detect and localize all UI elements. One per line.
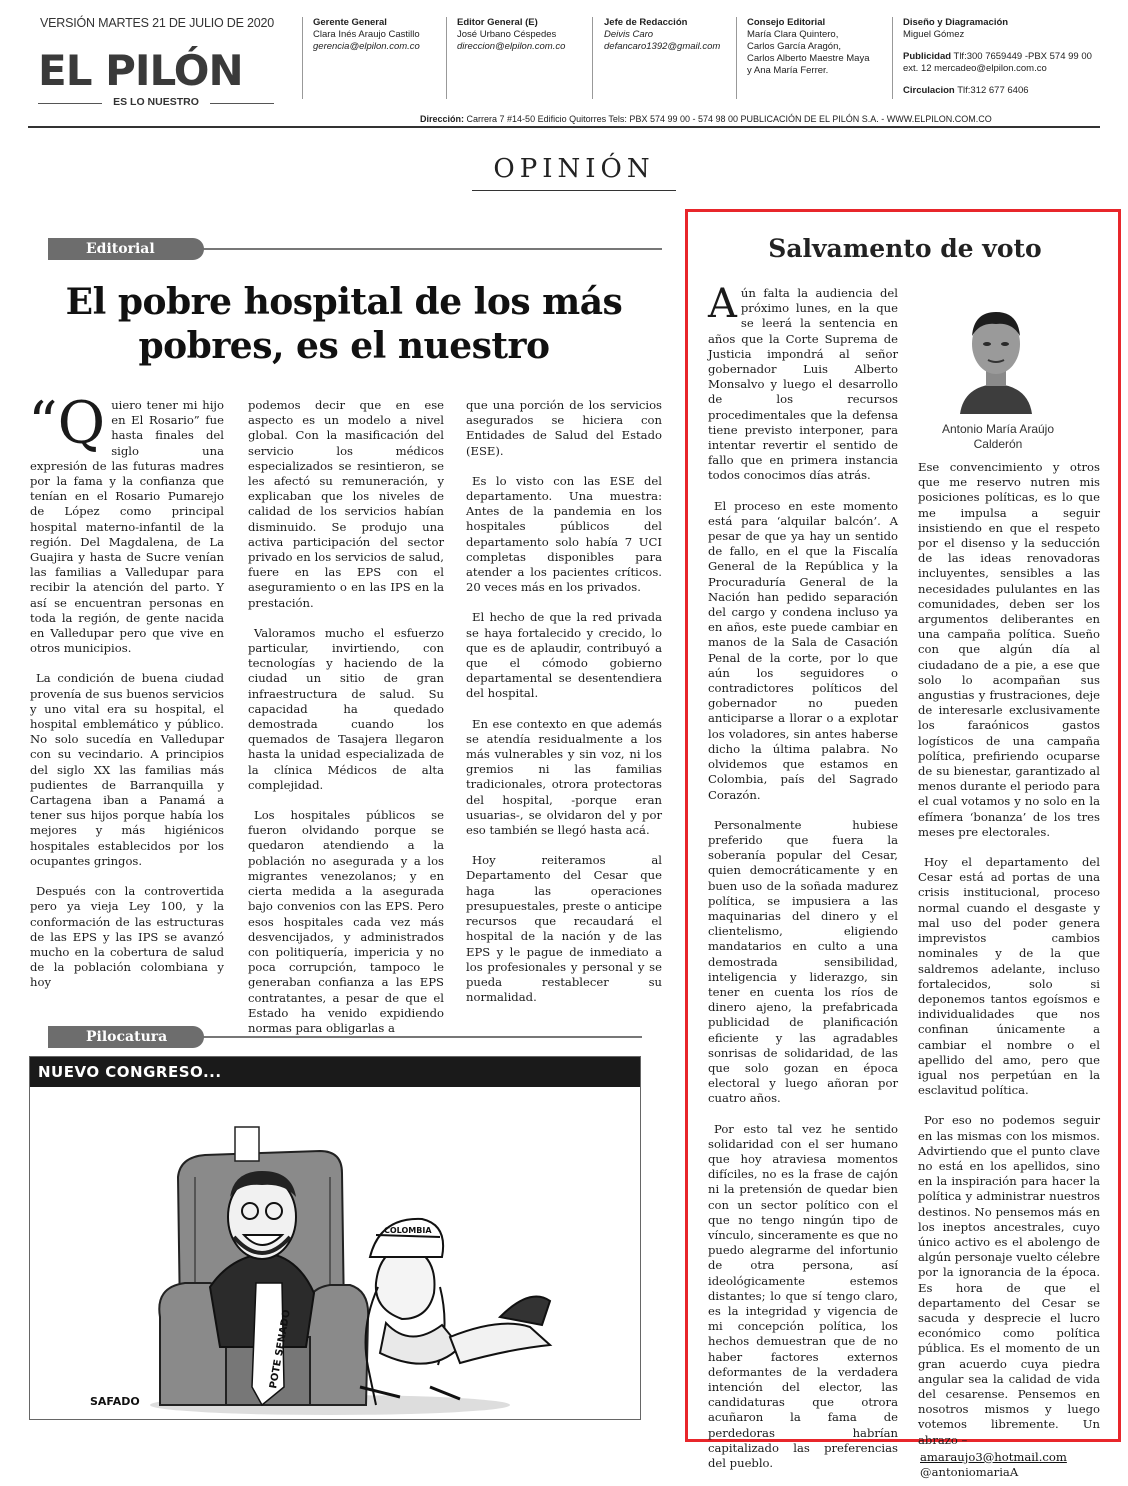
- newspaper-logo[interactable]: EL PILÓN: [38, 46, 243, 95]
- masthead-rule: [28, 126, 1100, 128]
- column-paragraph: Ese convencimiento y otros que me reservo nutren mis posiciones políticas, es lo que me impulsa a seguir insistiendo en que el respeto por el disenso y la seducción de las ideas renovadoras incluyentes, sensibles a las necesidades pululantes en las comunidades, deben ser los argumentos deliberantes en una campaña política. Sueño con que algún día al ciudadano de a pie, a ese que solo lo acompañan sus angustias y frustraciones, deje de interesarle exclusivamente los faraónicos gastos logísticos de una campaña política, prefiriendo ocuparse de su bienestar, garantizado al menos durante el periodo para el cual votamos y no solo en la efímera ‘bonanza’ de los tres meses pre electorales.: [918, 460, 1100, 839]
- masthead-divider: [446, 17, 447, 99]
- staff-email[interactable]: direccion@elpilon.com.co: [457, 41, 566, 52]
- column-paragraph: Hoy el departamento del Cesar está ad portas de una crisis institucional, proceso normal cuando el desgaste y mal uso del poder genera imprevistos cambios nominales y de la que saldremos adelante, incluso fortalecidos, solo si deponemos tantos egoísmos e individualidades que nos confinan únicamente a cambiar el nombre o el apellido del amo, pero que igual nos perpetúan en la esclavitud política.: [918, 855, 1100, 1098]
- editorial-tag: Editorial: [48, 238, 204, 260]
- staff-gerente: [313, 17, 445, 53]
- staff-email[interactable]: defancaro1392@gmail.com: [604, 41, 721, 52]
- staff-title: Jefe de Redacción: [604, 17, 688, 28]
- column-paragraph: Por eso no podemos seguir en las mismas con los mismos. Advirtiendo que el punto clave no está en los apellidos, sino en la inspiración para hacer la política y administrar nuestros destinos. No pensemos más en los ineptos ancestrales, cuyo único activo es el abolengo de algún personaje vuelto célebre por la ignorancia de la época. Es hora de que el departamento del Cesar se sacuda y desprecie el lucro económico como política pública. Es el momento de un gran acuerdo cuya piedra angular sea la calidad de vida del cesarense. Pensemos en nosotros mismos y luego votemos libremente. Un abrazo –: [918, 1113, 1100, 1447]
- staff-line: Carlos García Aragón,: [747, 41, 841, 52]
- column-title: Salvamento de voto: [768, 234, 1042, 263]
- masthead-divider: [736, 17, 737, 99]
- cartoon-sash-text: POTE SENADO: [268, 1308, 293, 1390]
- editorial-paragraph: En ese contexto en que además se atendía residualmente a los más vulnerables y sin voz, ni los gremios ni las familias tradicionales, otrora protectoras del hospital, -porque eran usuarias-, se olvidaron del y por eso también se llegó hasta acá.: [466, 716, 662, 838]
- edition-date: VERSIÓN MARTES 21 DE JULIO DE 2020: [40, 16, 275, 30]
- staff-diseno: [903, 17, 1103, 97]
- staff-name: Miguel Gómez: [903, 29, 965, 40]
- editorial-column-3: [466, 398, 662, 1020]
- staff-name: Clara Inés Araujo Castillo: [313, 29, 420, 40]
- editorial-paragraph: El hecho de que la red privada se haya fortalecido y crecido, lo que es de aplaudir, contribuyó a que el cómodo gobierno departamental se desentendiera del hospital.: [466, 610, 662, 701]
- address-label: Dirección:: [420, 114, 465, 124]
- publicidad-phone: Tlf:300 7659449 -PBX 574 99 00: [953, 51, 1092, 62]
- staff-title: Gerente General: [313, 17, 387, 28]
- staff-line: Carlos Alberto Maestre Maya: [747, 53, 870, 64]
- editorial-paragraph: Hoy reiteramos al Departamento del Cesar que haga las operaciones presupuestales, preste o anticipe recursos que recaudará el hospital de la nación y de las EPS y le pague de inmediato a los profesionales y personal y se pueda restablecer su normalidad.: [466, 853, 662, 1005]
- circulacion-phone: Tlf:312 677 6406: [957, 85, 1029, 96]
- editorial-paragraph: Valoramos mucho el esfuerzo particular, invirtiendo, con tecnologías y haciendo de la ciudad un sitio de gran infraestructura de salud. Su capacidad ha quedado demostrada cuando los quemados de Tasajera llegaron hasta la unidad especializada de la clínica Médicos de alta complejidad.: [248, 625, 444, 792]
- staff-name: Deivis Caro: [604, 29, 654, 40]
- editorial-paragraph: Es lo visto con las ESE del departamento. Una muestra: Antes de la pandemia en los hospitales públicos del departamento solo había 7 UCI completas disponibles para atender a los pacientes críticos. 20 veces más en los privados.: [466, 473, 662, 595]
- column-paragraph: El proceso en este momento está para ‘alquilar balcón’. A pesar de que ya hay un sentido de fallo, en el que la Fiscalía General de la República y la Procuraduría General de la Nación han pedido separación del cargo y condena incluso ya en años, este puede cambiar en manos de la Sala de Casación Penal de la corte, por lo que aún los seguidores o contradictores políticos del gobernador no pueden anticiparse a llorar o a explotar los voladores, sin antes haberse dicho la última palabra. No olvidemos que estamos en Colombia, país del Sagrado Corazón.: [708, 498, 898, 802]
- circulacion-label: Circulacion: [903, 85, 955, 96]
- editorial-headline: El pobre hospital de los más pobres, es el nuestro: [65, 281, 623, 367]
- author-handle[interactable]: @antoniomariaA: [920, 1465, 1019, 1479]
- editorial-paragraph-text: uiero tener mi hijo en El Rosario” fue hasta finales del siglo una expresión de las futuras madres por la fama y la confianza que tenían en el Rosario Pumarejo de López como principal hospital materno-infantil de la región. Del Magdalena, de La Guajira y hasta de Sucre venían las familias a Valledupar para recibir la atención del parto. Y así se encuentran personas en toda la región, de gente nacida en Valledupar pero que vive en otros municipios.: [30, 398, 224, 656]
- section-rule: [472, 190, 676, 191]
- editorial-paragraph: La condición de buena ciudad provenía de sus buenos servicios y uno vital era su hospital, el hospital emblemático y público. No solo sucedía en Valledupar con su vecindario. A principios del siglo XX las familias más pudientes de Barranquilla y Cartagena iban a Panamá a tener sus hijos porque había los mejores y más higiénicos hospitales establecidos por los ocupantes gringos.: [30, 671, 224, 868]
- author-photo: [956, 294, 1036, 414]
- slogan-rule-right: [210, 103, 274, 104]
- staff-title: Editor General (E): [457, 17, 538, 28]
- column-paragraph-text: ún falta la audiencia del próximo lunes, en la que se leerá la sentencia en años que la Corte Suprema de Justicia impondrá al señor gobernador Luis Alberto Monsalvo y luego el desarrollo de los recursos procedimentales que la defensa tiene previsto interponer, para intentar revertir el sentido de fallo que en primera instancia todos conocimos días atrás.: [708, 286, 898, 483]
- slogan-rule-left: [38, 103, 102, 104]
- section-title: OPINIÓN: [493, 154, 655, 184]
- editorial-paragraph: podemos decir que en ese aspecto es un modelo a nivel global. Con la masificación del servicio los médicos especializados se resintieron, se les afectó su remuneración, y explicaban que los niveles de calidad de los servicios habían disminuido. Se produjo una activa participación del sector privado en los servicios de salud, fuere en las EPS con el aseguramiento o en las IPS en la prestación.: [248, 398, 444, 610]
- author-name: Antonio María Araújo Calderón: [941, 422, 1055, 451]
- address-line: [420, 114, 992, 124]
- column-paragraph: [708, 281, 898, 484]
- circulacion-line: [903, 85, 1103, 97]
- staff-consejo: [747, 17, 887, 77]
- dropcap: A: [708, 281, 737, 327]
- slogan-block: [38, 96, 274, 110]
- cartoon-illustration: [30, 1087, 642, 1421]
- editorial-column-1: [28, 389, 224, 1006]
- staff-title: Consejo Editorial: [747, 17, 826, 28]
- staff-email[interactable]: gerencia@elpilon.com.co: [313, 41, 420, 52]
- staff-title: Diseño y Diagramación: [903, 17, 1009, 28]
- column-paragraph: Por esto tal vez he sentido solidaridad con el ser humano que hoy atraviesa momentos difíciles, no es la frase de cajón ni la pretensión de quedar bien con un sector político con el que no tengo ningún tipo de vínculo, sinceramente es que no puedo alegrarme del infortunio de otra persona, así ideológicamente estemos distantes; lo que sí tengo claro, es la integridad y vigencia de mi concepción política, los hechos demuestran que de no haber factores externos deformantes de la verdadera intención del elector, las candidaturas que otrora acuñaron la fama de perdedoras habrían capitalizado las preferencias del pueblo.: [708, 1121, 898, 1471]
- editorial-column-2: [248, 398, 444, 1051]
- column-col-a: [708, 281, 898, 1486]
- publicidad-label: Publicidad: [903, 51, 952, 62]
- masthead-divider: [592, 17, 593, 99]
- publicidad-line: [903, 51, 1103, 63]
- editorial-paragraph: Después con la controvertida pero ya vieja Ley 100, y la conformación de las estructuras de las EPS y las IPS se avanzó mucho en la cobertura de salud de la población colombiana y hoy: [30, 884, 224, 990]
- staff-line: y Ana María Ferrer.: [747, 65, 829, 76]
- cartoon-signature: SAFADO: [90, 1395, 140, 1408]
- staff-editor: [457, 17, 591, 53]
- political-cartoon: [29, 1056, 641, 1420]
- staff-line: María Clara Quintero,: [747, 29, 839, 40]
- masthead-divider: [892, 17, 893, 99]
- column-col-b: [918, 460, 1100, 1480]
- editorial-paragraph: que una porción de los servicios asegurados se hiciera con Entidades de Salud del Estado (ESE).: [466, 398, 662, 458]
- cartoon-caption: NUEVO CONGRESO...: [30, 1057, 640, 1087]
- dropcap: “Q: [28, 389, 106, 457]
- cartoon-cap-text: COLOMBIA: [384, 1226, 432, 1235]
- publicidad-ext[interactable]: ext. 12 mercadeo@elpilon.com.co: [903, 63, 1047, 74]
- masthead-divider: [302, 17, 303, 99]
- staff-jefe-redaccion: [604, 17, 734, 53]
- staff-name: José Urbano Céspedes: [457, 29, 557, 40]
- column-paragraph: Personalmente hubiese preferido que fuera la soberanía popular del Cesar, quien democráticamente y en buen uso de la soñada madurez política, se impusiera a las maquinarias del dinero y el clientelismo, eligiendo mandatarios en culto a una demostrada sensibilidad, inteligencia y liderazgo, sin tener en cuenta los ríos de dinero ajeno, la prefabricada publicidad de planificación eficiente y las agradables sonrisas de solidaridad, de las que solo gozan en época electoral y luego añoran por cuatro años.: [708, 817, 898, 1106]
- cartoon-tag: Pilocatura: [48, 1026, 204, 1048]
- author-email[interactable]: amaraujo3@hotmail.com: [920, 1449, 1067, 1464]
- author-email-line: [918, 1450, 1100, 1465]
- editorial-paragraph: Los hospitales públicos se fueron olvidando porque se quedaron atendiendo a la población no asegurada y a los migrantes venezolanos; y en cierta medida a la asegurada bajo convenios con las EPS. Pero esos hospitales cada vez más desvencijados, y administrados con politiquería, impericia y no poca corrupción, tampoco le generaban confianza a las EPS contratantes, a pesar de que el Estado ha venido expidiendo normas para obligarlas a: [248, 808, 444, 1035]
- address-text: Carrera 7 #14-50 Edificio Quitorres Tels: PBX 574 99 00 - 574 98 00 PUBLICACIÓN DE EL PILÓN S.A. - WWW.ELPILON.COM.CO: [466, 114, 992, 124]
- editorial-paragraph: [28, 389, 224, 656]
- slogan: ES LO NUESTRO: [113, 96, 199, 108]
